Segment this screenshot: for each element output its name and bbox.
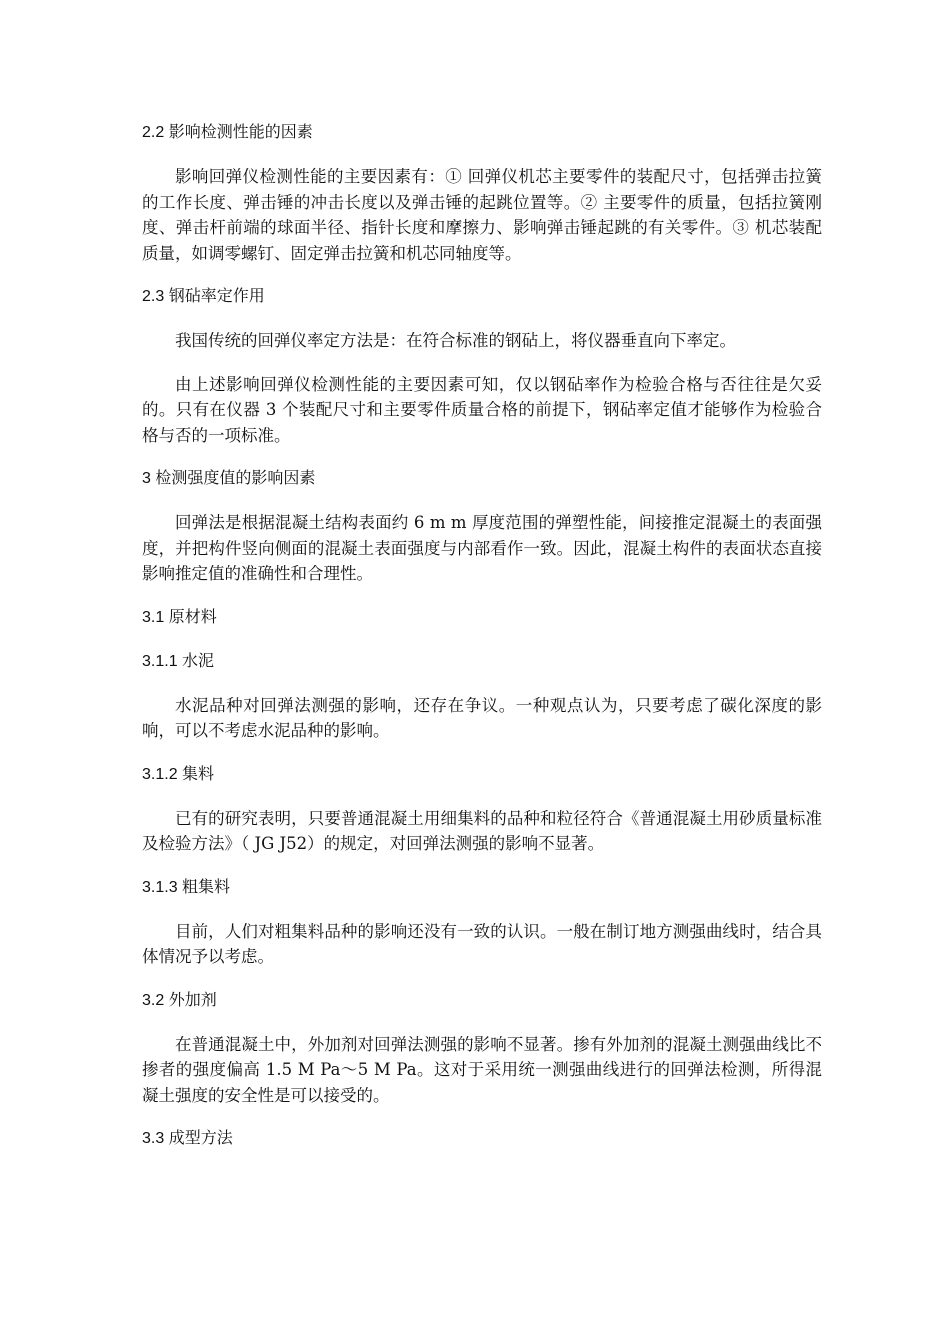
section-heading-3-3: 3.3 成型方法	[142, 1130, 233, 1147]
section-heading-3-1: 3.1 原材料	[142, 608, 217, 626]
paragraph-aggregate: 已有的研究表明，只要普通混凝土用细集料的品种和粒径符合《普通混凝土用砂质量标准及检验方法》（ JG J52）的规定，对回弹法测强的影响不显著。	[142, 808, 822, 853]
paragraph-factors: 影响回弹仪检测性能的主要因素有：① 回弹仪机芯主要零件的装配尺寸，包括弹击拉簧的工作长度、弹击锤的冲击长度以及弹击锤的起跳位置等。② 主要零件的质量，包括拉簧刚度、弹击杆前端的球面半径、指针长度和摩擦力、影响弹击锤起跳的有关零件。③ 机芯装配质量，如调零螺钉、固定弹击拉簧和机芯同轴度等。	[142, 167, 822, 263]
document-page	[142, 120, 822, 1170]
paragraph-cement: 水泥品种对回弹法测强的影响，还存在争议。一种观点认为，只要考虑了碳化深度的影响，可以不考虑水泥品种的影响。	[142, 695, 822, 740]
section-heading-3: 3 检测强度值的影响因素	[142, 470, 316, 487]
section-heading-3-1-2: 3.1.2 集料	[142, 765, 215, 783]
section-heading-3-1-3: 3.1.3 粗集料	[142, 878, 231, 896]
section-heading-3-2: 3.2 外加剂	[142, 991, 217, 1009]
paragraph-calibration-method: 我国传统的回弹仪率定方法是：在符合标准的钢砧上，将仪器垂直向下率定。	[175, 331, 736, 350]
paragraph-admixture: 在普通混凝土中，外加剂对回弹法测强的影响不显著。掺有外加剂的混凝土测强曲线比不掺者的强度偏高 1.5 M Pa～5 M Pa。这对于采用统一测强曲线进行的回弹法检测，所得混凝土强度的安全性是可以接受的。	[142, 1034, 822, 1105]
paragraph-coarse-aggregate: 目前，人们对粗集料品种的影响还没有一致的认识。一般在制订地方测强曲线时，结合具体情况予以考虑。	[142, 921, 822, 966]
paragraph-rebound-method: 回弹法是根据混凝土结构表面约 6 m m 厚度范围的弹塑性能，间接推定混凝土的表面强度，并把构件竖向侧面的混凝土表面强度与内部看作一致。因此，混凝土构件的表面状态直接影响推定值的准确性和合理性。	[142, 513, 822, 583]
paragraph-calibration-criteria: 由上述影响回弹仪检测性能的主要因素可知，仅以钢砧率作为检验合格与否往往是欠妥的。只有在仪器 3 个装配尺寸和主要零件质量合格的前提下，钢砧率定值才能够作为检验合格与否的一项标准。	[142, 374, 822, 445]
section-heading-2-2: 2.2 影响检测性能的因素	[142, 124, 313, 141]
section-heading-2-3: 2.3 钢砧率定作用	[142, 288, 265, 305]
section-heading-3-1-1: 3.1.1 水泥	[142, 652, 215, 670]
